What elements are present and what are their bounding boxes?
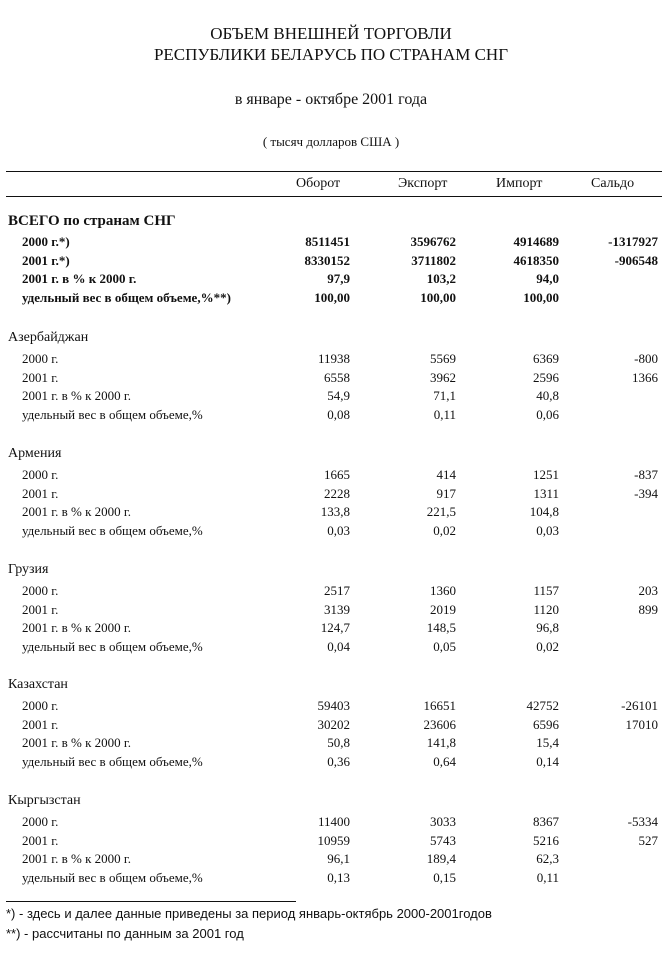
import-value: 15,4 (536, 735, 559, 750)
row-label: удельный вес в общем объеме,% (22, 406, 203, 422)
export-value: 5743 (430, 832, 456, 848)
import-value: 4618350 (513, 252, 559, 268)
row-label: 2001 г. в % к 2000 г. (22, 851, 132, 866)
row-label: 2000 г. (22, 583, 59, 598)
turnover-value: 2228 (324, 485, 350, 501)
export-value: 0,11 (433, 406, 456, 422)
import-value: 104,8 (529, 504, 559, 519)
turnover-value: 124,7 (320, 620, 350, 635)
turnover-value: 8330152 (304, 252, 350, 268)
table-row (0, 698, 662, 716)
export-value: 71,1 (433, 388, 456, 403)
row-label: 2001 г.*) (22, 252, 70, 268)
turnover-value: 11400 (317, 814, 350, 829)
export-value: 5569 (430, 351, 456, 366)
import-value: 40,8 (536, 388, 559, 403)
import-value: 5216 (533, 832, 559, 848)
import-value: 1311 (533, 485, 559, 501)
import-value: 100,00 (523, 289, 559, 305)
balance-value: -837 (634, 467, 658, 482)
export-value: 3596762 (410, 234, 456, 249)
balance-value: 527 (638, 832, 658, 848)
table-row (0, 234, 662, 252)
row-label: 2000 г. (22, 351, 59, 366)
document-title-line2: РЕСПУБЛИКИ БЕЛАРУСЬ ПО СТРАНАМ СНГ (153, 45, 509, 64)
table-header-rule (6, 196, 662, 197)
turnover-value: 2517 (324, 583, 350, 598)
turnover-value: 96,1 (327, 851, 350, 866)
export-value: 16651 (423, 698, 456, 713)
table-row (0, 754, 662, 772)
import-value: 6596 (533, 716, 559, 732)
turnover-value: 8511451 (305, 234, 350, 249)
turnover-value: 6558 (324, 369, 350, 385)
balance-value: 1366 (632, 369, 658, 385)
row-label: удельный вес в общем объеме,% (22, 869, 203, 885)
table-row (0, 523, 662, 541)
export-value: 103,2 (426, 271, 456, 286)
export-value: 2019 (430, 601, 456, 617)
balance-value: -800 (634, 351, 658, 366)
country-title: Грузия (8, 562, 49, 577)
balance-value: -5334 (627, 814, 658, 829)
table-row (0, 583, 662, 601)
turnover-value: 50,8 (327, 735, 350, 750)
turnover-value: 11938 (317, 351, 350, 366)
table-row (0, 814, 662, 832)
table-row (0, 253, 662, 271)
balance-value: 203 (638, 583, 658, 598)
export-value: 414 (436, 467, 456, 482)
table-row (0, 351, 662, 369)
import-value: 1251 (533, 467, 559, 482)
table-row (0, 620, 662, 638)
turnover-value: 0,04 (327, 638, 350, 654)
turnover-value: 30202 (317, 716, 350, 732)
import-value: 0,03 (536, 522, 559, 538)
turnover-value: 10959 (317, 832, 350, 848)
column-header-turnover: Оборот (296, 176, 341, 191)
import-value: 8367 (533, 814, 559, 829)
table-row (0, 370, 662, 388)
export-value: 3962 (430, 369, 456, 385)
table-row (0, 467, 662, 485)
table-row (0, 639, 662, 657)
import-value: 0,11 (536, 869, 559, 885)
turnover-value: 100,00 (314, 289, 350, 305)
row-label: 2001 г. (22, 716, 59, 732)
country-title: Кыргызстан (8, 793, 81, 808)
column-header-import: Импорт (496, 176, 543, 191)
balance-value: -906548 (614, 252, 658, 268)
column-header-export: Экспорт (398, 176, 448, 191)
turnover-value: 0,08 (327, 406, 350, 422)
row-label: 2000 г. (22, 698, 59, 713)
row-label: удельный вес в общем объеме,% (22, 638, 203, 654)
turnover-value: 0,13 (327, 869, 350, 885)
document-period: в январе - октябре 2001 года (234, 91, 428, 108)
balance-value: -1317927 (608, 234, 658, 249)
export-value: 0,05 (433, 638, 456, 654)
table-row (0, 504, 662, 522)
import-value: 1120 (533, 601, 559, 617)
import-value: 0,14 (536, 753, 559, 769)
import-value: 0,02 (536, 638, 559, 654)
table-row (0, 388, 662, 406)
import-value: 62,3 (536, 851, 559, 866)
turnover-value: 1665 (324, 467, 350, 482)
table-row (0, 602, 662, 620)
footnote-rule (6, 901, 296, 902)
footnote-1: *) - здесь и далее данные приведены за период январь-октябрь 2000-2001годов (6, 906, 492, 921)
import-value: 6369 (533, 351, 559, 366)
turnover-value: 133,8 (320, 504, 350, 519)
table-row (0, 851, 662, 869)
column-header-balance: Сальдо (591, 176, 635, 191)
table-row (0, 486, 662, 504)
country-title: Азербайджан (8, 330, 89, 345)
table-row (0, 735, 662, 753)
export-value: 1360 (430, 583, 456, 598)
table-row (0, 271, 662, 289)
import-value: 4914689 (513, 234, 559, 249)
balance-value: -394 (634, 485, 658, 501)
row-label: 2000 г.*) (22, 234, 70, 249)
row-label: удельный вес в общем объеме,%**) (22, 289, 231, 305)
row-label: 2001 г. (22, 485, 59, 501)
export-value: 0,64 (433, 753, 456, 769)
export-value: 3711802 (411, 252, 456, 268)
row-label: 2001 г. (22, 601, 59, 617)
turnover-value: 54,9 (327, 388, 350, 403)
table-row (0, 290, 662, 308)
turnover-value: 3139 (324, 601, 350, 617)
table-row (0, 833, 662, 851)
row-label: 2001 г. (22, 369, 59, 385)
import-value: 2596 (533, 369, 559, 385)
document-units: ( тысяч долларов США ) (262, 134, 400, 149)
turnover-value: 59403 (317, 698, 350, 713)
balance-value: 17010 (625, 716, 658, 732)
total-section-title: ВСЕГО по странам СНГ (8, 213, 176, 229)
balance-value: 899 (638, 601, 658, 617)
row-label: 2001 г. (22, 832, 59, 848)
country-title: Казахстан (8, 677, 68, 692)
export-value: 189,4 (426, 851, 456, 866)
turnover-value: 0,03 (327, 522, 350, 538)
turnover-value: 97,9 (327, 271, 350, 286)
row-label: 2000 г. (22, 814, 59, 829)
row-label: 2001 г. в % к 2000 г. (22, 388, 132, 403)
export-value: 100,00 (420, 289, 456, 305)
footnote-2: **) - рассчитаны по данным за 2001 год (6, 926, 244, 941)
import-value: 96,8 (536, 620, 559, 635)
export-value: 0,02 (433, 522, 456, 538)
export-value: 148,5 (426, 620, 456, 635)
table-top-rule (6, 171, 662, 172)
row-label: 2001 г. в % к 2000 г. (22, 620, 132, 635)
export-value: 23606 (423, 716, 456, 732)
export-value: 917 (436, 485, 456, 501)
import-value: 94,0 (536, 271, 559, 286)
country-title: Армения (8, 446, 62, 461)
row-label: 2000 г. (22, 467, 59, 482)
export-value: 3033 (430, 814, 456, 829)
balance-value: -26101 (621, 698, 658, 713)
import-value: 42752 (526, 698, 559, 713)
export-value: 221,5 (426, 504, 456, 519)
table-row (0, 870, 662, 888)
document-title-line1: ОБЪЕМ ВНЕШНЕЙ ТОРГОВЛИ (210, 24, 452, 43)
row-label: 2001 г. в % к 2000 г. (22, 271, 137, 286)
export-value: 141,8 (426, 735, 456, 750)
table-row (0, 407, 662, 425)
import-value: 1157 (533, 583, 559, 598)
row-label: удельный вес в общем объеме,% (22, 522, 203, 538)
row-label: 2001 г. в % к 2000 г. (22, 735, 132, 750)
export-value: 0,15 (433, 869, 456, 885)
table-row (0, 717, 662, 735)
turnover-value: 0,36 (327, 753, 350, 769)
import-value: 0,06 (536, 406, 559, 422)
row-label: удельный вес в общем объеме,% (22, 753, 203, 769)
row-label: 2001 г. в % к 2000 г. (22, 504, 132, 519)
